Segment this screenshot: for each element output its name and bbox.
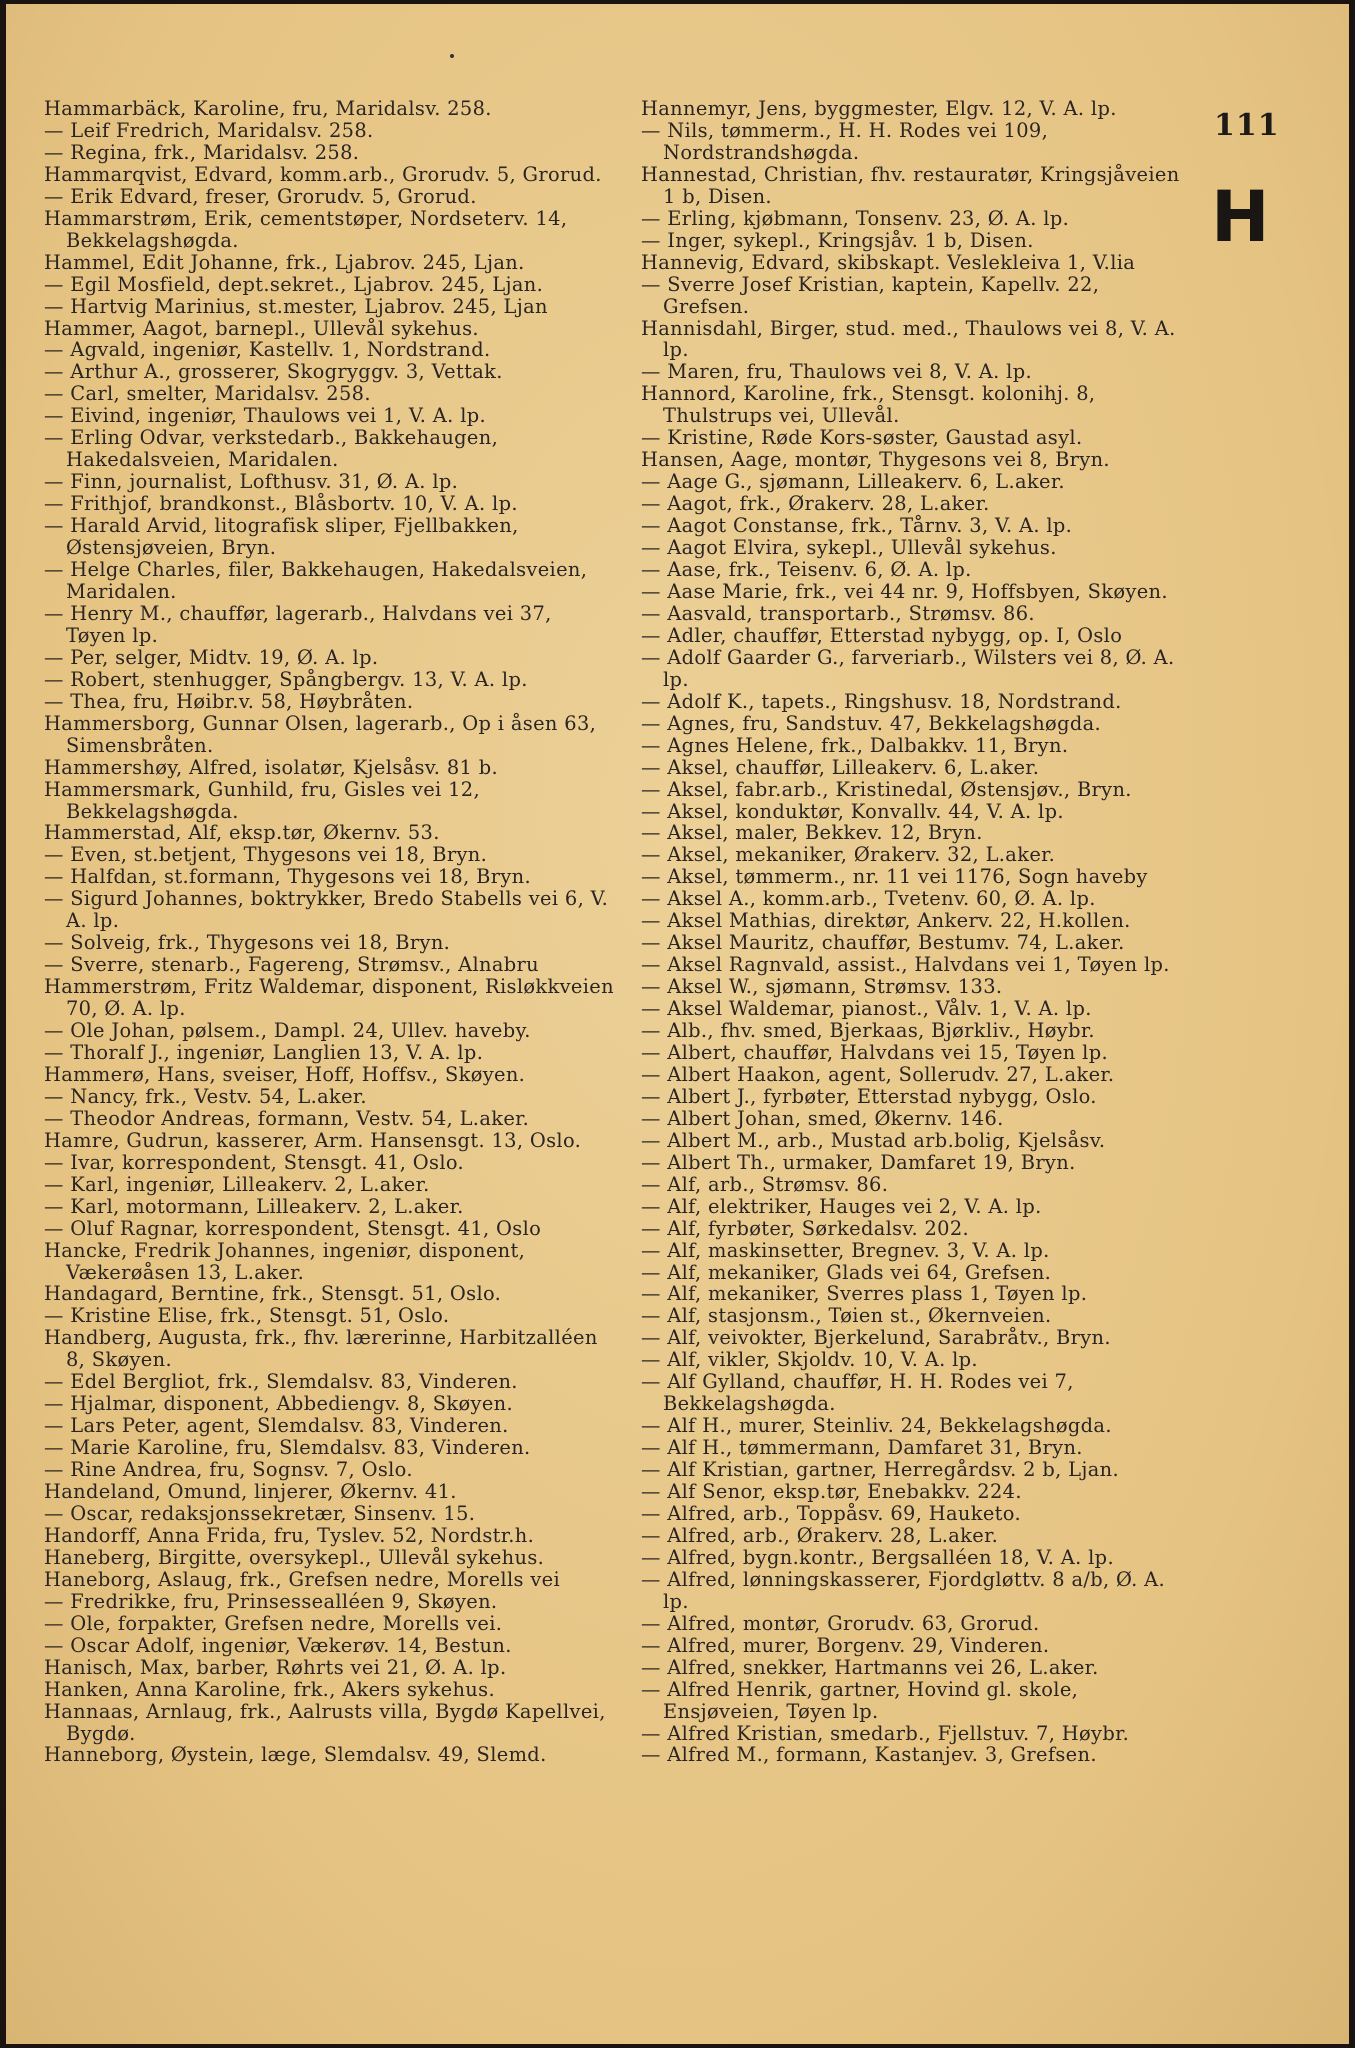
directory-entry: — Aksel A., komm.arb., Tvetenv. 60, Ø. A. lp. [641, 887, 1096, 911]
directory-entry: — Ivar, korrespondent, Stensgt. 41, Oslo. [44, 1150, 465, 1174]
directory-entry: — Alf, elektriker, Hauges vei 2, V. A. lp. [641, 1194, 1042, 1218]
directory-entry: — Nancy, frk., Vestv. 54, L.aker. [44, 1084, 367, 1108]
directory-entry: Handagard, Berntine, frk., Stensgt. 51, Oslo. [44, 1282, 502, 1306]
directory-entry: Hammarbäck, Karoline, fru, Maridalsv. 258. [44, 97, 492, 120]
directory-entry: — Alf Senor, eksp.tør, Enebakkv. 224. [641, 1480, 1022, 1504]
directory-entry: — Alfred, lønningskasserer, Fjordgløttv. 8 a/b, Ø. A. lp. [641, 1567, 1166, 1613]
directory-entry: — Aksel Waldemar, pianost., Vålv. 1, V. A. lp. [641, 997, 1092, 1021]
directory-entry: — Alf, mekaniker, Glads vei 64, Grefsen. [641, 1260, 1052, 1284]
directory-entry: Hammer, Aagot, barnepl., Ullevål sykehus. [44, 316, 479, 340]
directory-entry: Hannestad, Christian, fhv. restauratør, Kringsjåveien 1 b, Disen. [641, 162, 1180, 208]
directory-entry: — Rine Andrea, fru, Sognsv. 7, Oslo. [44, 1458, 413, 1482]
directory-entry: — Alf H., tømmermann, Damfaret 31, Bryn. [641, 1436, 1083, 1460]
directory-entry: Hannord, Karoline, frk., Stensgt. kolonihj. 8, Thulstrups vei, Ullevål. [641, 382, 1096, 428]
directory-entry: — Marie Karoline, fru, Slemdalsv. 83, Vinderen. [44, 1436, 531, 1460]
directory-entry: — Per, selger, Midtv. 19, Ø. A. lp. [44, 645, 379, 669]
directory-entry: — Alfred Kristian, smedarb., Fjellstuv. 7, Høybr. [641, 1721, 1130, 1745]
directory-entry: — Karl, ingeniør, Lilleakerv. 2, L.aker. [44, 1172, 430, 1196]
directory-entry: — Aksel, fabr.arb., Kristinedal, Østensjøv., Bryn. [641, 777, 1132, 801]
directory-entry: — Erik Edvard, freser, Grorudv. 5, Grorud. [44, 184, 477, 208]
directory-entry: Hamre, Gudrun, kasserer, Arm. Hansensgt. 13, Oslo. [44, 1128, 582, 1152]
directory-entry: — Aagot Constanse, frk., Tårnv. 3, V. A. lp. [641, 514, 1073, 538]
directory-entry: — Alf Gylland, chauffør, H. H. Rodes vei 7, Bekkelagshøgda. [641, 1370, 1074, 1416]
directory-entry: — Egil Mosfield, dept.sekret., Ljabrov. 245, Ljan. [44, 272, 544, 296]
directory-entry: — Alfred Henrik, gartner, Hovind gl. skole, Ensjøveien, Tøyen lp. [641, 1677, 1079, 1723]
directory-entry: — Aksel, maler, Bekkev. 12, Bryn. [641, 821, 983, 845]
directory-entry: — Arthur A., grosserer, Skogryggv. 3, Vettak. [44, 360, 503, 384]
directory-entry: — Carl, smelter, Maridalsv. 258. [44, 382, 371, 406]
directory-entry: Hammel, Edit Johanne, frk., Ljabrov. 245, Ljan. [44, 250, 525, 274]
directory-entry: — Albert Th., urmaker, Damfaret 19, Bryn. [641, 1150, 1076, 1174]
directory-entry: — Halfdan, st.formann, Thygesons vei 18, Bryn. [44, 865, 531, 889]
directory-entry: — Sverre, stenarb., Fagereng, Strømsv., Alnabru [44, 953, 539, 977]
directory-entry: Hammersmark, Gunhild, fru, Gisles vei 12, Bekkelagshøgda. [44, 777, 481, 823]
directory-entry: — Aagot, frk., Ørakerv. 28, L.aker. [641, 492, 990, 516]
directory-entry: — Alfred, montør, Grorudv. 63, Grorud. [641, 1611, 1040, 1635]
directory-entry: — Nils, tømmerm., H. H. Rodes vei 109, Nordstrandshøgda. [641, 118, 1049, 164]
directory-entry: Hammarqvist, Edvard, komm.arb., Grorudv. 5, Grorud. [44, 162, 602, 186]
directory-entry: — Ole, forpakter, Grefsen nedre, Morells vei. [44, 1611, 503, 1635]
directory-entry: Handeland, Omund, linjerer, Økernv. 41. [44, 1480, 457, 1504]
directory-entry: — Sigurd Johannes, boktrykker, Bredo Stabells vei 6, V. A. lp. [44, 887, 609, 933]
directory-entry: — Oscar, redaksjonssekretær, Sinsenv. 15. [44, 1502, 476, 1525]
directory-entry: — Finn, journalist, Lofthusv. 31, Ø. A. lp. [44, 470, 459, 494]
directory-entry: Hammerstrøm, Fritz Waldemar, disponent, Risløkkveien 70, Ø. A. lp. [44, 975, 614, 1021]
directory-entry: — Albert J., fyrbøter, Etterstad nybygg, Oslo. [641, 1084, 1097, 1108]
directory-entry: — Alf H., murer, Steinliv. 24, Bekkelagshøgda. [641, 1414, 1112, 1438]
directory-entry: Handberg, Augusta, frk., fhv. lærerinne, Harbitzalléen 8, Skøyen. [44, 1326, 598, 1372]
directory-entry: — Eivind, ingeniør, Thaulows vei 1, V. A. lp. [44, 404, 487, 428]
directory-entry: — Aagot Elvira, sykepl., Ullevål sykehus. [641, 536, 1057, 560]
directory-entry: — Henry M., chauffør, lagerarb., Halvdans vei 37, Tøyen lp. [44, 601, 552, 647]
directory-entry: — Regina, frk., Maridalsv. 258. [44, 140, 360, 164]
directory-entry: — Kristine Elise, frk., Stensgt. 51, Oslo. [44, 1304, 450, 1328]
directory-entry: — Maren, fru, Thaulows vei 8, V. A. lp. [641, 360, 1033, 384]
directory-entry: — Karl, motormann, Lilleakerv. 2, L.aker. [44, 1194, 464, 1218]
directory-entry: — Helge Charles, filer, Bakkehaugen, Hakedalsveien, Maridalen. [44, 558, 588, 603]
directory-entry: — Alf, stasjonsm., Tøien st., Økernveien. [641, 1304, 1052, 1328]
directory-entry: — Albert Johan, smed, Økernv. 146. [641, 1106, 1004, 1130]
directory-entry: — Adler, chauffør, Etterstad nybygg, op. I, Oslo [641, 623, 1123, 647]
directory-entry: — Albert Haakon, agent, Sollerudv. 27, L.aker. [641, 1062, 1115, 1086]
directory-entry: — Oluf Ragnar, korrespondent, Stensgt. 41, Oslo [44, 1216, 542, 1240]
directory-entry: — Agnes, fru, Sandstuv. 47, Bekkelagshøgda. [641, 711, 1102, 735]
directory-entry: — Thea, fru, Høibr.v. 58, Høybråten. [44, 689, 414, 713]
directory-entry: — Solveig, frk., Thygesons vei 18, Bryn. [44, 931, 451, 955]
page-number: 111 [1214, 108, 1280, 143]
directory-entry: — Alfred, bygn.kontr., Bergsalléen 18, V. A. lp. [641, 1545, 1114, 1569]
directory-entry: — Theodor Andreas, formann, Vestv. 54, L.aker. [44, 1106, 530, 1130]
directory-entry: — Alf, maskinsetter, Bregnev. 3, V. A. lp. [641, 1238, 1050, 1262]
directory-entry: — Hartvig Marinius, st.mester, Ljabrov. 245, Ljan [44, 294, 548, 318]
right-column [641, 98, 1189, 1766]
directory-entry: — Inger, sykepl., Kringsjåv. 1 b, Disen. [641, 228, 1034, 252]
directory-entry: — Aksel, mekaniker, Ørakerv. 32, L.aker. [641, 843, 1056, 867]
directory-entry: — Sverre Josef Kristian, kaptein, Kapellv. 22, Grefsen. [641, 272, 1100, 318]
directory-entry: — Frithjof, brandkonst., Blåsbortv. 10, V. A. lp. [44, 492, 518, 516]
directory-entry: — Alb., fhv. smed, Bjerkaas, Bjørkliv., Høybr. [641, 1019, 1095, 1043]
section-letter: H [1211, 176, 1270, 258]
directory-entry: — Aasvald, transportarb., Strømsv. 86. [641, 601, 1035, 625]
directory-entry: — Alfred, murer, Borgenv. 29, Vinderen. [641, 1633, 1050, 1657]
directory-entry: — Alf, arb., Strømsv. 86. [641, 1172, 889, 1196]
directory-entry: — Oscar Adolf, ingeniør, Vækerøv. 14, Bestun. [44, 1633, 512, 1657]
directory-entry: Hanneborg, Øystein, læge, Slemdalsv. 49, Slemd. [44, 1743, 547, 1767]
directory-entry: — Aase Marie, frk., vei 44 nr. 9, Hoffsbyen, Skøyen. [641, 579, 1168, 603]
directory-entry: Hanisch, Max, barber, Røhrts vei 21, Ø. A. lp. [44, 1655, 507, 1679]
directory-entry: — Aage G., sjømann, Lilleakerv. 6, L.aker. [641, 470, 1065, 494]
directory-entry: Hammerstad, Alf, eksp.tør, Økernv. 53. [44, 821, 440, 845]
directory-entry: — Aase, frk., Teisenv. 6, Ø. A. lp. [641, 558, 972, 582]
directory-entry: Hancke, Fredrik Johannes, ingeniør, disponent, Vækerøåsen 13, L.aker. [44, 1238, 526, 1284]
directory-entry: — Alf Kristian, gartner, Herregårdsv. 2 b, Ljan. [641, 1458, 1119, 1482]
left-column [44, 98, 614, 1766]
directory-entry: Hammersborg, Gunnar Olsen, lagerarb., Op i åsen 63, Simensbråten. [44, 711, 597, 757]
directory-entry: Haneborg, Aslaug, frk., Grefsen nedre, Morells vei [44, 1567, 561, 1591]
directory-entry: Hannaas, Arnlaug, frk., Aalrusts villa, Bygdø Kapellvei, Bygdø. [44, 1699, 606, 1745]
directory-entry: — Thoralf J., ingeniør, Langlien 13, V. A. lp. [44, 1040, 484, 1064]
directory-entry: — Even, st.betjent, Thygesons vei 18, Bryn. [44, 843, 488, 867]
directory-entry: — Edel Bergliot, frk., Slemdalsv. 83, Vinderen. [44, 1370, 518, 1394]
directory-entry: — Alfred, snekker, Hartmanns vei 26, L.aker. [641, 1655, 1099, 1679]
directory-entry: — Fredrikke, fru, Prinsessealléen 9, Skøyen. [44, 1589, 498, 1613]
directory-entry: — Albert, chauffør, Halvdans vei 15, Tøyen lp. [641, 1040, 1108, 1064]
directory-entry: — Alf, vikler, Skjoldv. 10, V. A. lp. [641, 1348, 978, 1372]
directory-entry: — Aksel, konduktør, Konvallv. 44, V. A. lp. [641, 799, 1064, 823]
directory-entry: — Alfred M., formann, Kastanjev. 3, Grefsen. [641, 1743, 1097, 1767]
directory-entry: Hansen, Aage, montør, Thygesons vei 8, Bryn. [641, 448, 1110, 472]
directory-entry: — Leif Fredrich, Maridalsv. 258. [44, 118, 374, 142]
directory-entry: — Alfred, arb., Toppåsv. 69, Hauketo. [641, 1502, 1021, 1525]
directory-entry: Hammarstrøm, Erik, cementstøper, Nordseterv. 14, Bekkelagshøgda. [44, 206, 568, 252]
directory-entry: — Aksel Mauritz, chauffør, Bestumv. 74, L.aker. [641, 931, 1125, 955]
directory-entry: — Agvald, ingeniør, Kastellv. 1, Nordstrand. [44, 338, 491, 362]
directory-entry: — Kristine, Røde Kors-søster, Gaustad asyl. [641, 426, 1083, 450]
directory-entry: — Hjalmar, disponent, Abbediengv. 8, Skøyen. [44, 1392, 514, 1416]
directory-entry: — Robert, stenhugger, Spångbergv. 13, V. A. lp. [44, 667, 528, 691]
directory-entry: Hammershøy, Alfred, isolatør, Kjelsåsv. 81 b. [44, 755, 498, 779]
directory-entry: — Erling, kjøbmann, Tonsenv. 23, Ø. A. lp. [641, 206, 1070, 230]
directory-entry: Hanken, Anna Karoline, frk., Akers sykehus. [44, 1677, 495, 1701]
directory-entry: — Aksel, tømmerm., nr. 11 vei 1176, Sogn haveby [641, 865, 1148, 889]
directory-entry: — Harald Arvid, litografisk sliper, Fjellbakken, Østensjøveien, Bryn. [44, 514, 519, 560]
directory-entry: — Lars Peter, agent, Slemdalsv. 83, Vinderen. [44, 1414, 509, 1438]
directory-page [6, 4, 1349, 2044]
directory-entry: Hannisdahl, Birger, stud. med., Thaulows vei 8, V. A. lp. [641, 316, 1176, 362]
directory-entry: Haneberg, Birgitte, oversykepl., Ullevål sykehus. [44, 1545, 545, 1569]
directory-entry: — Aksel Ragnvald, assist., Halvdans vei 1, Tøyen lp. [641, 953, 1170, 977]
directory-entry: — Adolf K., tapets., Ringshusv. 18, Nordstrand. [641, 689, 1122, 713]
directory-entry: Hannevig, Edvard, skibskapt. Veslekleiva 1, V.lia [641, 250, 1136, 274]
directory-entry: — Alf, veivokter, Bjerkelund, Sarabråtv., Bryn. [641, 1326, 1111, 1350]
directory-entry: — Alfred, arb., Ørakerv. 28, L.aker. [641, 1523, 999, 1547]
directory-entry: — Aksel W., sjømann, Strømsv. 133. [641, 975, 1003, 999]
directory-entry: — Adolf Gaarder G., farveriarb., Wilsters vei 8, Ø. A. lp. [641, 645, 1175, 691]
directory-entry: Hannemyr, Jens, byggmester, Elgv. 12, V. A. lp. [641, 97, 1117, 120]
print-speck [450, 54, 454, 58]
directory-entry: — Alf, mekaniker, Sverres plass 1, Tøyen lp. [641, 1282, 1088, 1306]
directory-entry: — Aksel Mathias, direktør, Ankerv. 22, H.kollen. [641, 909, 1131, 933]
directory-entry: — Aksel, chauffør, Lilleakerv. 6, L.aker. [641, 755, 1040, 779]
directory-entry: Hammerø, Hans, sveiser, Hoff, Hoffsv., Skøyen. [44, 1062, 526, 1086]
directory-entry: — Ole Johan, pølsem., Dampl. 24, Ullev. haveby. [44, 1019, 531, 1043]
directory-entry: — Albert M., arb., Mustad arb.bolig, Kjelsåsv. [641, 1128, 1106, 1152]
directory-entry: — Agnes Helene, frk., Dalbakkv. 11, Bryn. [641, 733, 1069, 757]
directory-entry: — Alf, fyrbøter, Sørkedalsv. 202. [641, 1216, 970, 1240]
directory-entry: — Erling Odvar, verkstedarb., Bakkehaugen, Hakedalsveien, Maridalen. [44, 426, 499, 472]
directory-entry: Handorff, Anna Frida, fru, Tyslev. 52, Nordstr.h. [44, 1523, 535, 1547]
